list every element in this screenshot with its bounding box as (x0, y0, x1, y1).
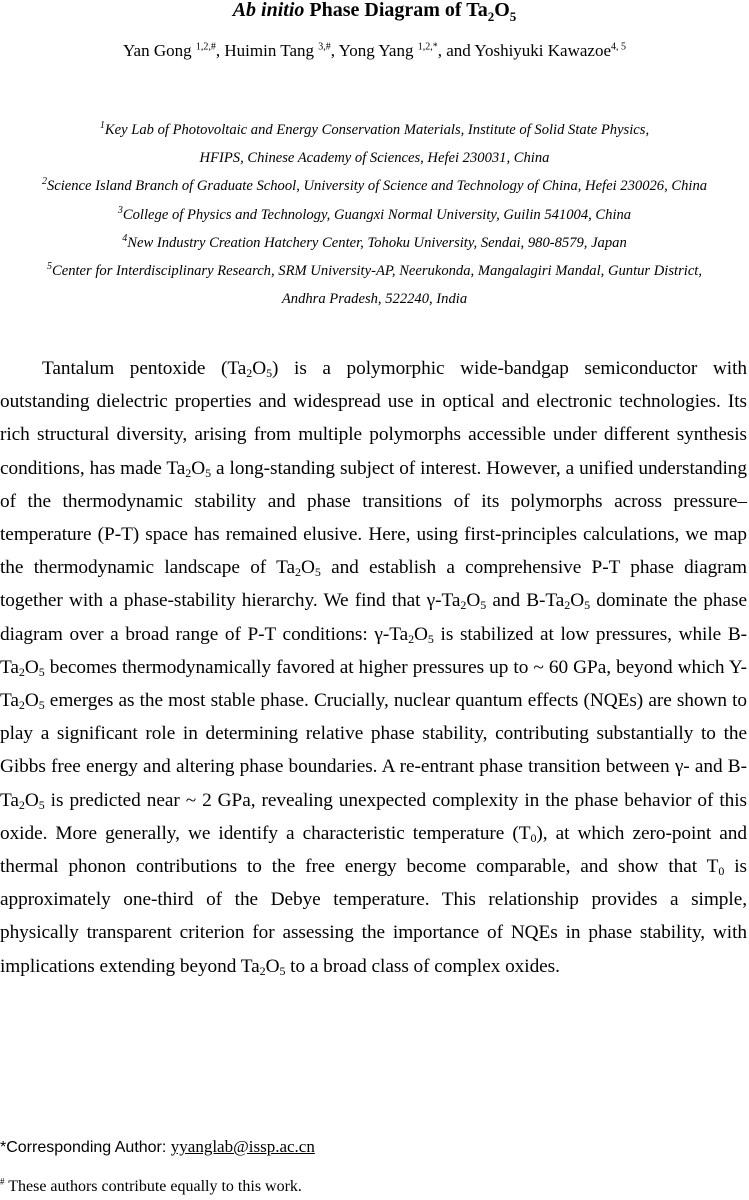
corresponding-author (0, 1136, 315, 1159)
author-separator: , (215, 41, 225, 60)
abstract-subscript: 2 (18, 664, 25, 679)
abstract-text-segment: O (24, 690, 39, 712)
abstract-subscript: 2 (460, 598, 467, 613)
abstract-subscript: 2 (295, 565, 301, 580)
author-affiliation-marks: 1,2,# (195, 41, 216, 53)
abstract-subscript: 0 (530, 830, 537, 845)
author-affiliation-marks: 1,2,* (417, 41, 438, 53)
abstract-text-segment: a long-standing subject of interest. However, a unified understanding of the thermodynamic stability and phase transitions of its polymorphs across pressure–temperature (P-T) space has remained elusive. Here, using first-principles calculations, we map the thermodynamic landscape of Ta (0, 457, 747, 579)
abstract-text-segment: ) is a polymorphic wide-bandgap semiconductor with outstanding dielectric properties and widespread use in optical and electronic technologies. Its rich structural diversity, arising from multiple polymorphs accessible under different synthesis conditions, has made Ta (0, 358, 747, 479)
corresponding-email-link[interactable]: yyanglab@issp.ac.cn (170, 1137, 315, 1156)
paper-title (0, 0, 749, 31)
equal-contribution-note (0, 1176, 302, 1198)
title-subscript-1: 2 (487, 9, 495, 24)
affiliation-list (0, 116, 749, 313)
affiliation-number: 5 (46, 261, 52, 273)
abstract-subscript: 5 (38, 664, 45, 679)
affiliation-text: Center for Interdisciplinary Research, SRM University-AP, Neerukonda, Mangalagiri Mandal, Guntur District, (51, 263, 702, 280)
abstract-subscript: 5 (427, 631, 434, 646)
abstract-text-segment: to a broad class of complex oxides. (285, 955, 560, 977)
author-affiliation-marks: 3,# (318, 41, 331, 53)
author-affiliation-marks: 4, 5 (611, 41, 627, 53)
author-name: Huimin Tang (224, 41, 315, 60)
abstract-text-segment: is predicted near ~ 2 GPa, revealing unexpected complexity in the phase behavior of this oxide. More generally, we identify a characteristic temperature (T (0, 789, 747, 844)
abstract-text-segment: becomes thermodynamically favored at higher pressures up to ~ 60 GPa, beyond which Y-Ta (0, 656, 747, 712)
abstract-subscript: 5 (584, 598, 591, 613)
abstract-text-segment: is approximately one-third of the Debye temperature. This relationship provides a simple, physically transparent criterion for assessing the importance of NQEs in phase stability, with implications extending beyond Ta (0, 856, 748, 977)
affiliation-text: New Industry Creation Hatchery Center, Tohoku University, Sendai, 980-8579, Japan (127, 234, 627, 251)
abstract-subscript: 5 (38, 797, 45, 812)
equal-contribution-text: These authors contribute equally to this work. (4, 1178, 302, 1195)
affiliation-2 (0, 172, 749, 200)
abstract-text-segment: and establish a comprehensive P-T phase diagram together with a phase-stability hierarchy. We find that γ-Ta (0, 557, 747, 612)
abstract-subscript: 2 (185, 465, 192, 480)
abstract-subscript: 5 (205, 465, 212, 480)
abstract-subscript: 2 (408, 631, 415, 646)
author-name: Yoshiyuki Kawazoe (474, 41, 612, 60)
affiliation-1-line-2: HFIPS, Chinese Academy of Sciences, Hefei 230031, China (199, 150, 550, 167)
abstract-text-segment: and B-Ta (486, 590, 565, 612)
abstract-text-segment: O (24, 789, 39, 811)
affiliation-number: 1 (99, 120, 105, 132)
author-4 (474, 41, 626, 60)
affiliation-number: 2 (41, 176, 47, 188)
author-separator: , (330, 41, 339, 60)
abstract-subscript: 2 (564, 598, 571, 613)
abstract-text-segment: ), at which zero-point and thermal phonon contributions to the free energy become comparable, and show that T (0, 822, 747, 878)
abstract-subscript: 5 (480, 598, 487, 613)
abstract-subscript: 5 (38, 698, 45, 713)
abstract-text-segment: O (466, 590, 481, 612)
abstract-text-segment: O (414, 623, 428, 645)
abstract-text-segment: O (191, 457, 206, 479)
author-name: Yan Gong (122, 41, 192, 60)
title-text: Phase Diagram of Ta (309, 0, 488, 21)
abstract-subscript: 5 (314, 565, 321, 580)
abstract-subscript: 2 (18, 698, 25, 713)
abstract-text-segment: Tantalum pentoxide (Ta (42, 358, 247, 379)
affiliation-4 (0, 229, 749, 257)
abstract-text-segment: O (24, 656, 39, 678)
author-name: Yong Yang (338, 41, 414, 60)
affiliation-1-line-1 (0, 116, 749, 144)
author-3 (339, 41, 475, 60)
abstract-subscript: 2 (259, 963, 266, 978)
abstract-text-segment: O (265, 955, 280, 977)
affiliation-number: 3 (117, 204, 123, 216)
author-2 (224, 41, 338, 60)
abstract-text-segment: emerges as the most stable phase. Crucially, nuclear quantum effects (NQEs) are shown to play a significant role in determining relative phase stability, contributing substantially to the Gibbs free energy and altering phase boundaries. A re-entrant phase transition between γ- and B-Ta (0, 690, 747, 811)
abstract-text-segment: dominate the phase diagram over a broad range of P-T conditions: γ-Ta (0, 590, 747, 645)
title-oxygen: O (494, 0, 510, 21)
abstract-subscript: 0 (718, 864, 725, 879)
affiliation-text: Science Island Branch of Graduate School, University of Science and Technology of China, Hefei 230026, China (46, 178, 708, 195)
title-subscript-2: 5 (509, 9, 517, 24)
abstract-subscript: 2 (18, 797, 25, 812)
author-1 (123, 41, 224, 60)
abstract-text-segment: is stabilized at low pressures, while B-Ta (0, 623, 748, 678)
affiliation-5-line-2: Andhra Pradesh, 522240, India (281, 291, 468, 308)
abstract-subscript: 2 (246, 366, 253, 380)
affiliation-text: College of Physics and Technology, Guangxi Normal University, Guilin 541004, China (122, 206, 632, 223)
corresponding-label: *Corresponding Author: (0, 1139, 171, 1156)
abstract-paragraph (0, 352, 747, 983)
abstract-text-segment: O (300, 557, 315, 579)
title-italic: Ab initio (232, 0, 305, 21)
affiliation-text: Key Lab of Photovoltaic and Energy Conservation Materials, Institute of Solid State Physics, (104, 122, 650, 138)
affiliation-5-line-1 (0, 257, 749, 285)
abstract-subscript: 5 (266, 366, 273, 380)
abstract-text-segment: O (252, 358, 267, 379)
author-list (0, 40, 749, 62)
equal-contribution-mark: # (0, 1176, 5, 1187)
author-separator: , and (437, 41, 475, 60)
affiliation-3 (0, 201, 749, 229)
abstract-subscript: 5 (279, 963, 286, 978)
abstract-text-segment: O (570, 590, 585, 612)
affiliation-number: 4 (122, 232, 128, 244)
